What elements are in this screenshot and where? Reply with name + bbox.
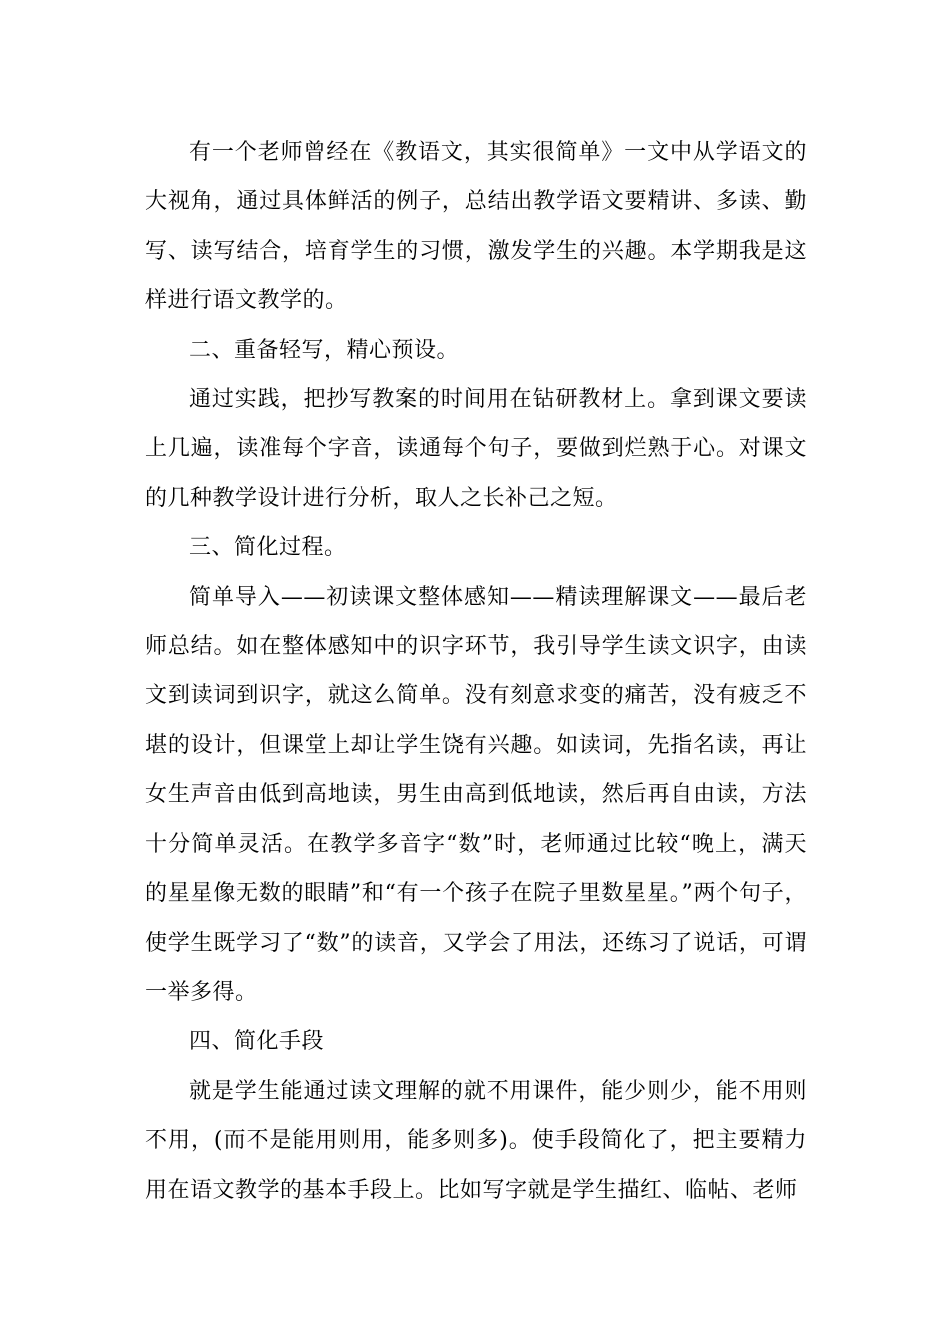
paragraph-section-2: 通过实践，把抄写教案的时间用在钻研教材上。拿到课文要读上几遍，读准每个字音，读通每个句子，要做到烂熟于心。对课文的几种教学设计进行分析，取人之长补己之短。 [145, 387, 807, 511]
heading-section-3: 三、简化过程。 [189, 535, 347, 561]
paragraph-section-3: 简单导入——初读课文整体感知——精读理解课文——最后老师总结。如在整体感知中的识字环节，我引导学生读文识字，由读文到读词到识字，就这么简单。没有刻意求变的痛苦，没有疲乏不堪的设计，但课堂上却让学生饶有兴趣。如读词，先指名读，再让女生声音由低到高地读，男生由高到低地读，然后再自由读，方法十分简单灵活。在教学多音字“数”时，老师通过比较“晚上，满天的星星像无数的眼睛”和“有一个孩子在院子里数星星。”两个句子，使学生既学习了“数”的读音，又学会了用法，还练习了说话，可谓一举多得。 [145, 584, 807, 1005]
heading-section-4: 四、简化手段 [189, 1029, 325, 1055]
document-body [145, 128, 807, 1215]
heading-section-2: 二、重备轻写，精心预设。 [189, 337, 460, 363]
paragraph-intro: 有一个老师曾经在《教语文，其实很简单》一文中从学语文的大视角，通过具体鲜活的例子，总结出教学语文要精讲、多读、勤写、读写结合，培育学生的习惯，激发学生的兴趣。本学期我是这样进行语文教学的。 [145, 140, 807, 314]
paragraph-section-4: 就是学生能通过读文理解的就不用课件，能少则少，能不用则不用，(而不是能用则用，能多则多)。使手段简化了，把主要精力用在语文教学的基本手段上。比如写字就是学生描红、临帖、老师 [145, 1078, 807, 1203]
